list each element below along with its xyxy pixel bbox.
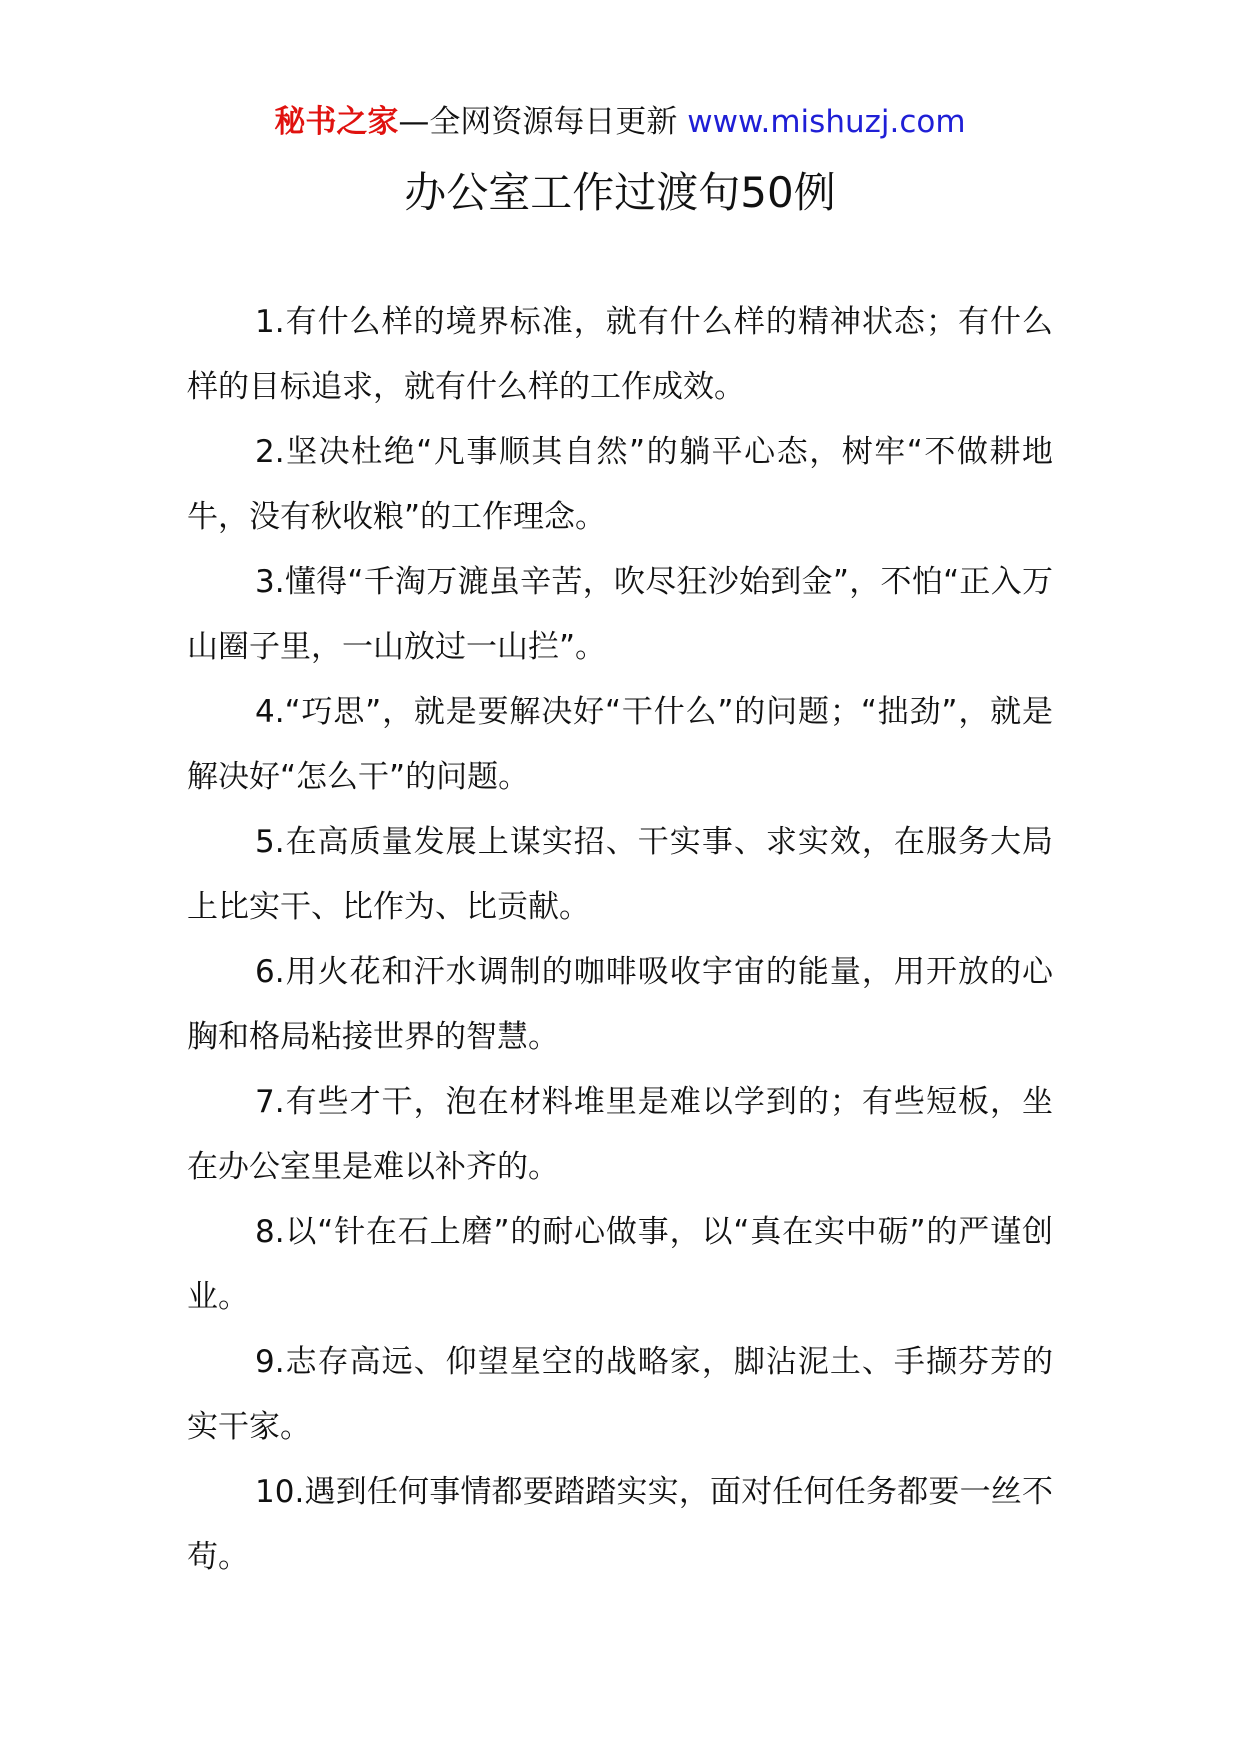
list-item: 1.有什么样的境界标准，就有什么样的精神状态；有什么样的目标追求，就有什么样的工作成效。 <box>187 304 1053 405</box>
list-item: 10.遇到任何事情都要踏踏实实，面对任何任务都要一丝不苟。 <box>187 1474 1053 1575</box>
list-item: 3.懂得“千淘万漉虽辛苦，吹尽狂沙始到金”，不怕“正入万山圈子里，一山放过一山拦”。 <box>187 564 1053 665</box>
list-item: 4.“巧思”，就是要解决好“干什么”的问题；“拙劲”，就是解决好“怎么干”的问题。 <box>187 694 1053 795</box>
list-item: 8.以“针在石上磨”的耐心做事，以“真在实中砺”的严谨创业。 <box>187 1214 1053 1315</box>
site-header <box>0 100 1240 144</box>
brand-name: 秘书之家 <box>274 104 399 140</box>
list-item: 5.在高质量发展上谋实招、干实事、求实效，在服务大局上比实干、比作为、比贡献。 <box>187 824 1053 925</box>
document-title: 办公室工作过渡句50例 <box>404 168 836 217</box>
list-item: 6.用火花和汗水调制的咖啡吸收宇宙的能量，用开放的心胸和格局粘接世界的智慧。 <box>187 954 1053 1055</box>
list-item: 2.坚决杜绝“凡事顺其自然”的躺平心态，树牢“不做耕地牛，没有秋收粮”的工作理念。 <box>187 434 1053 535</box>
document-body <box>187 290 1053 1590</box>
list-item: 9.志存高远、仰望星空的战略家，脚沾泥土、手撷芬芳的实干家。 <box>187 1344 1053 1445</box>
list-item: 7.有些才干，泡在材料堆里是难以学到的；有些短板，坐在办公室里是难以补齐的。 <box>187 1084 1053 1185</box>
site-url-link[interactable]: www.mishuzj.com <box>687 104 966 140</box>
header-tagline: —全网资源每日更新 <box>398 104 678 140</box>
